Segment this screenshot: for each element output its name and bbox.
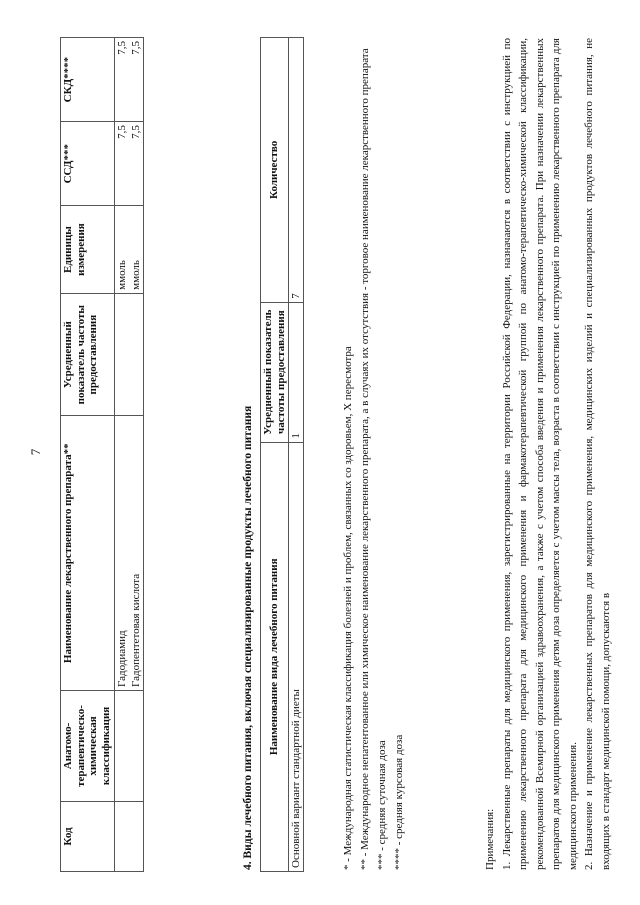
note-2: 2. Назначение и применение лекарственных препаратов для медицинского применения, медицинских изделий и специализированных продуктов лечебного питания, не входящих в стандарт медицинской помощи, допускаются в	[583, 38, 612, 870]
nutrition-table	[260, 37, 304, 872]
footnote-4: **** - средняя курсовая доза	[393, 734, 406, 870]
col-header-drug-name: Наименование лекарственного препарата**	[61, 416, 115, 690]
cell-drug-name: Гадопентетовая кислота	[129, 416, 144, 690]
col-header-ssd: ССД***	[61, 122, 115, 206]
cell-frequency	[114, 293, 129, 416]
drugs-table-header	[61, 38, 115, 872]
cell-units: ммоль	[114, 206, 129, 294]
cell-quantity: 7	[289, 38, 304, 303]
cell-frequency: 1	[289, 302, 304, 442]
table-row	[114, 38, 129, 872]
cell-frequency	[129, 293, 144, 416]
cell-code	[129, 801, 144, 871]
document-page	[20, 22, 620, 882]
table-row	[289, 38, 304, 872]
col-header-diet-name: Наименование вида лечебного питания	[261, 442, 289, 871]
col-header-quantity: Количество	[261, 38, 289, 303]
cell-skd: 7,5	[129, 38, 144, 122]
footnotes	[340, 40, 408, 870]
cell-skd: 7,5	[114, 38, 129, 122]
cell-atc	[114, 690, 129, 801]
col-header-units: Единицы измерения	[61, 206, 115, 294]
col-header-atc: Анатомо-терапевтическо-химическая классификация	[61, 690, 115, 801]
footnote-2: ** - Международное непатентованное или химическое наименование лекарственного препарата, а в случаях их отсутствия - торговое наименование лекарственного препарата	[359, 48, 372, 870]
footnote-1: * - Международная статистическая классификация болезней и проблем, связанных со здоровьем, X пересмотра	[342, 346, 354, 870]
cell-atc	[129, 690, 144, 801]
col-header-skd: СКД****	[61, 38, 115, 122]
col-header-frequency: Усредненный показатель частоты предоставления	[61, 293, 115, 416]
cell-ssd: 7,5	[114, 122, 129, 206]
drugs-table	[60, 37, 144, 872]
cell-drug-name: Гадодиамид	[114, 416, 129, 690]
note-1: 1. Лекарственные препараты для медицинского применения, зарегистрированные на территории Российской Федерации, назначаются в соответствии с инструкцией по применению лекарственного препарата для медицинского применения и фармакотерапевтической группой по анатомо-терапевтическо-химической классификации, рекомендованной Всемирной организацией здравоохранения, а также с учетом способа введения и применения лекарственного препарата. При назначении лекарственных препаратов для медицинского применения детям доза определяется с учетом массы тела, возраста в соответствии с инструкцией по применению лекарственного препарата для медицинского применения.	[500, 38, 579, 870]
cell-ssd: 7,5	[129, 122, 144, 206]
cell-code	[114, 801, 129, 871]
nutrition-table-header	[261, 38, 289, 872]
table-row	[129, 38, 144, 872]
notes-block	[482, 38, 614, 870]
cell-units: ммоль	[129, 206, 144, 294]
section-4-title: 4. Виды лечебного питания, включая специализированные продукты лечебного питания	[242, 405, 254, 870]
col-header-code: Код	[61, 801, 115, 871]
col-header-frequency: Усредненный показатель частоты предоставления	[261, 302, 289, 442]
footnote-3: *** - средняя суточная доза	[376, 740, 389, 870]
notes-title: Примечания:	[484, 808, 496, 870]
page-number: 7	[28, 448, 43, 456]
cell-diet-name: Основной вариант стандартной диеты	[289, 442, 304, 871]
